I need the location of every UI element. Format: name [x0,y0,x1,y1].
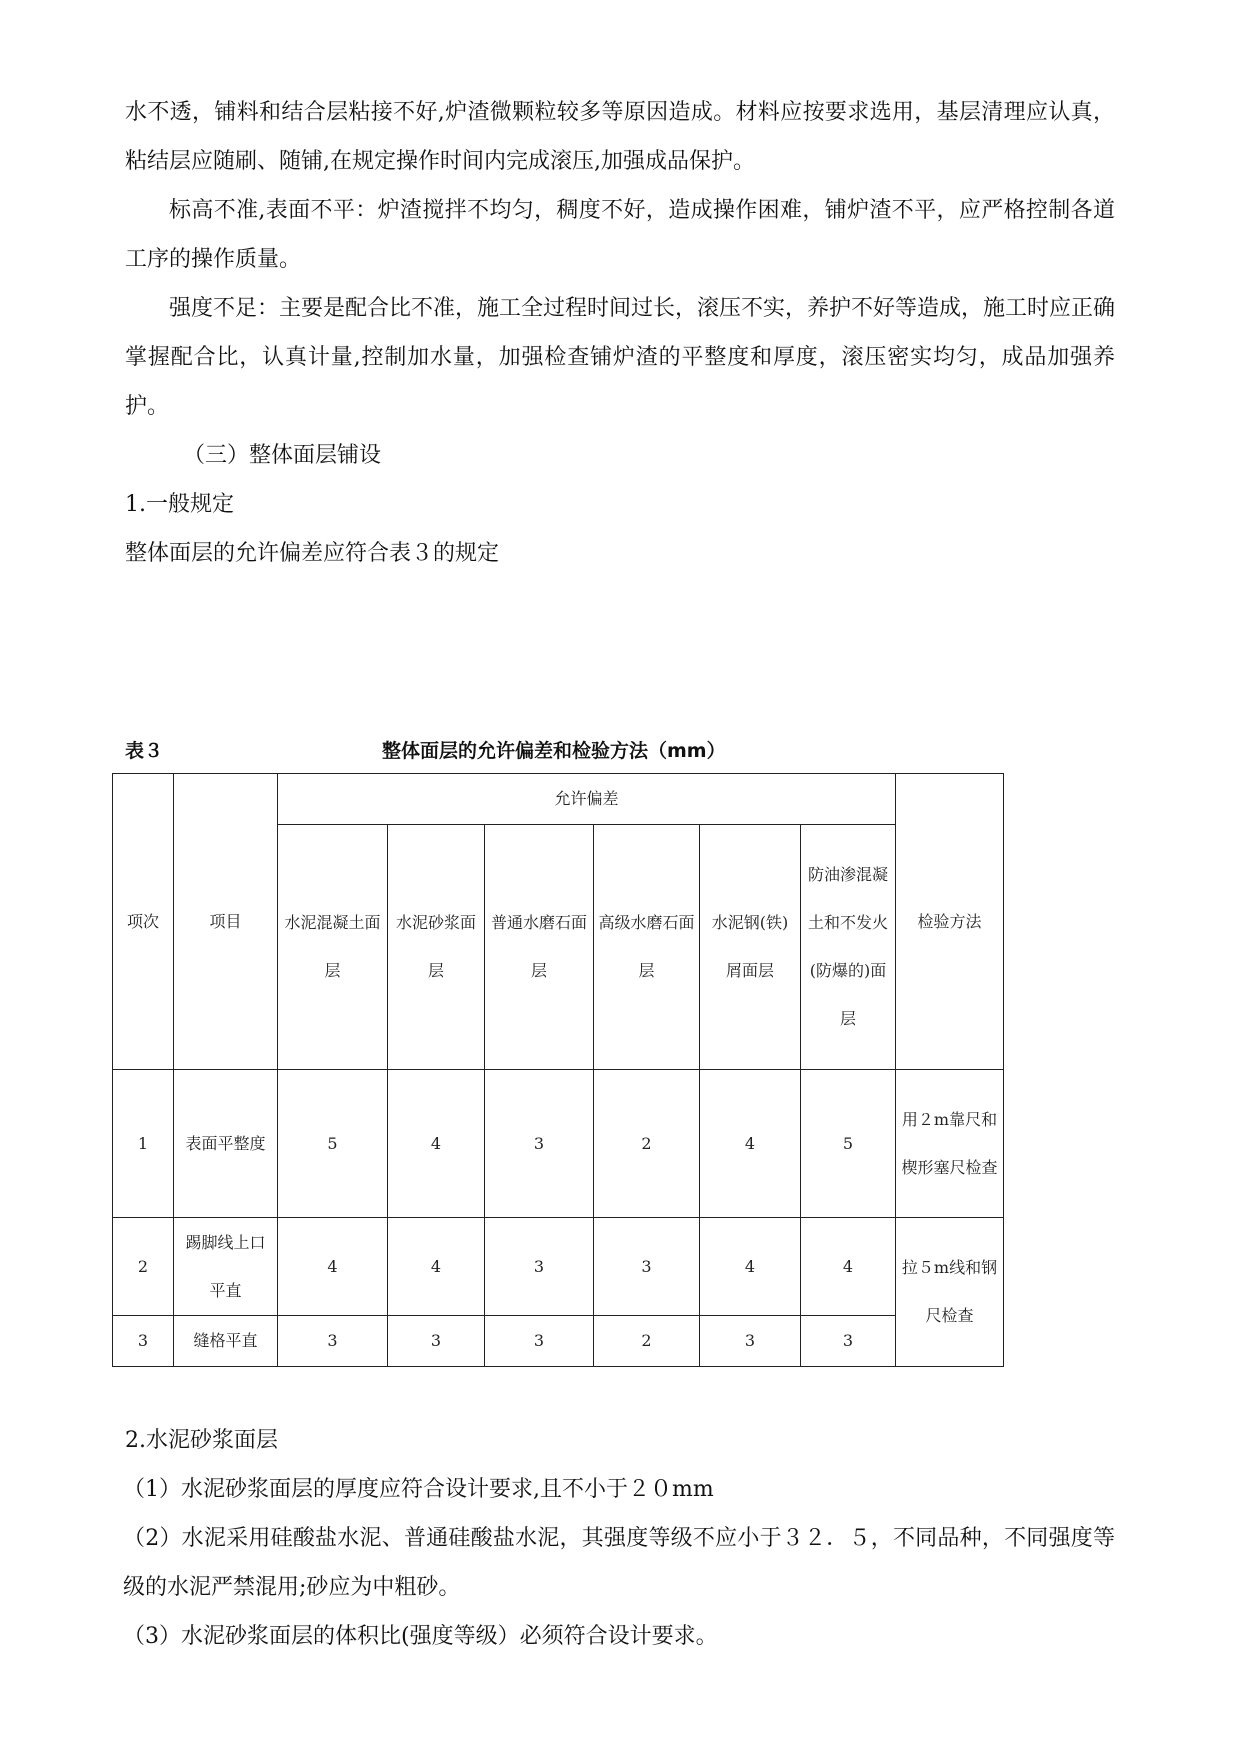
row-value: 4 [388,1070,485,1218]
header-allowed-deviation: 允许偏差 [278,774,896,825]
row-value: 4 [700,1070,801,1218]
row-method: 用２m靠尺和楔形塞尺检查 [896,1070,1004,1218]
table-row [113,1316,1004,1367]
column-header: 高级水磨石面层 [594,825,700,1070]
row-value: 2 [594,1070,700,1218]
row-value: 3 [485,1070,594,1218]
row-value: 4 [700,1218,801,1316]
header-seq: 项次 [113,774,174,1070]
row-item: 表面平整度 [174,1070,278,1218]
subsection-heading: 2.水泥砂浆面层 [125,1428,278,1453]
paragraph-defects-cause: 水不透，铺料和结合层粘接不好,炉渣微颗粒较多等原因造成。材料应按要求选用，基层清理应认真，粘结层应随刷、随铺,在规定操作时间内完成滚压,加强成品保护。 [125,100,1115,174]
section-heading: （三）整体面层铺设 [183,443,382,468]
list-item: （2）水泥采用硅酸盐水泥、普通硅酸盐水泥，其强度等级不应小于３２．５，不同品种，不同强度等级的水泥严禁混用;砂应为中粗砂。 [123,1526,1115,1600]
row-item: 踢脚线上口平直 [174,1218,278,1316]
row-item: 缝格平直 [174,1316,278,1367]
table-title: 整体面层的允许偏差和检验方法（mm） [382,740,726,762]
row-value: 3 [594,1218,700,1316]
list-item: （3）水泥砂浆面层的体积比(强度等级）必须符合设计要求。 [123,1624,718,1649]
row-value: 3 [388,1316,485,1367]
row-value: 3 [801,1316,896,1367]
row-value: 3 [278,1316,388,1367]
column-header: 水泥混凝土面层 [278,825,388,1070]
document-body [125,88,1115,578]
row-value: 5 [278,1070,388,1218]
paragraph-strength: 强度不足：主要是配合比不准，施工全过程时间过长，滚压不实，养护不好等造成，施工时应正确掌握配合比，认真计量,控制加水量，加强检查铺炉渣的平整度和厚度，滚压密实均匀，成品加强养护。 [125,296,1116,419]
row-seq: 1 [113,1070,174,1218]
subsection-heading: 1.一般规定 [125,492,234,517]
row-value: 2 [594,1316,700,1367]
column-header: 水泥钢(铁)屑面层 [700,825,801,1070]
paragraph-elevation: 标高不准,表面不平：炉渣搅拌不均匀，稠度不好，造成操作困难，铺炉渣不平，应严格控制各道工序的操作质量。 [125,198,1115,272]
header-method: 检验方法 [896,774,1004,1070]
column-header: 水泥砂浆面层 [388,825,485,1070]
column-header: 防油渗混凝土和不发火(防爆的)面层 [801,825,896,1070]
table-row [113,1070,1004,1218]
row-value: 4 [388,1218,485,1316]
row-value: 3 [485,1316,594,1367]
table-caption [125,736,1005,766]
table-number: 表３ [125,740,164,762]
row-value: 5 [801,1070,896,1218]
row-seq: 2 [113,1218,174,1316]
row-value: 3 [485,1218,594,1316]
deviation-table [112,773,1004,1367]
column-header: 普通水磨石面层 [485,825,594,1070]
row-value: 3 [700,1316,801,1367]
document-body-continued [125,1416,1115,1661]
table-row [113,1218,1004,1316]
intro-line: 整体面层的允许偏差应符合表３的规定 [125,541,500,566]
row-method: 拉５m线和钢尺检查 [896,1218,1004,1367]
header-item: 项目 [174,774,278,1070]
row-value: 4 [278,1218,388,1316]
table-header-row [113,774,1004,825]
row-seq: 3 [113,1316,174,1367]
row-value: 4 [801,1218,896,1316]
list-item: （1）水泥砂浆面层的厚度应符合设计要求,且不小于２０mm [123,1477,714,1502]
